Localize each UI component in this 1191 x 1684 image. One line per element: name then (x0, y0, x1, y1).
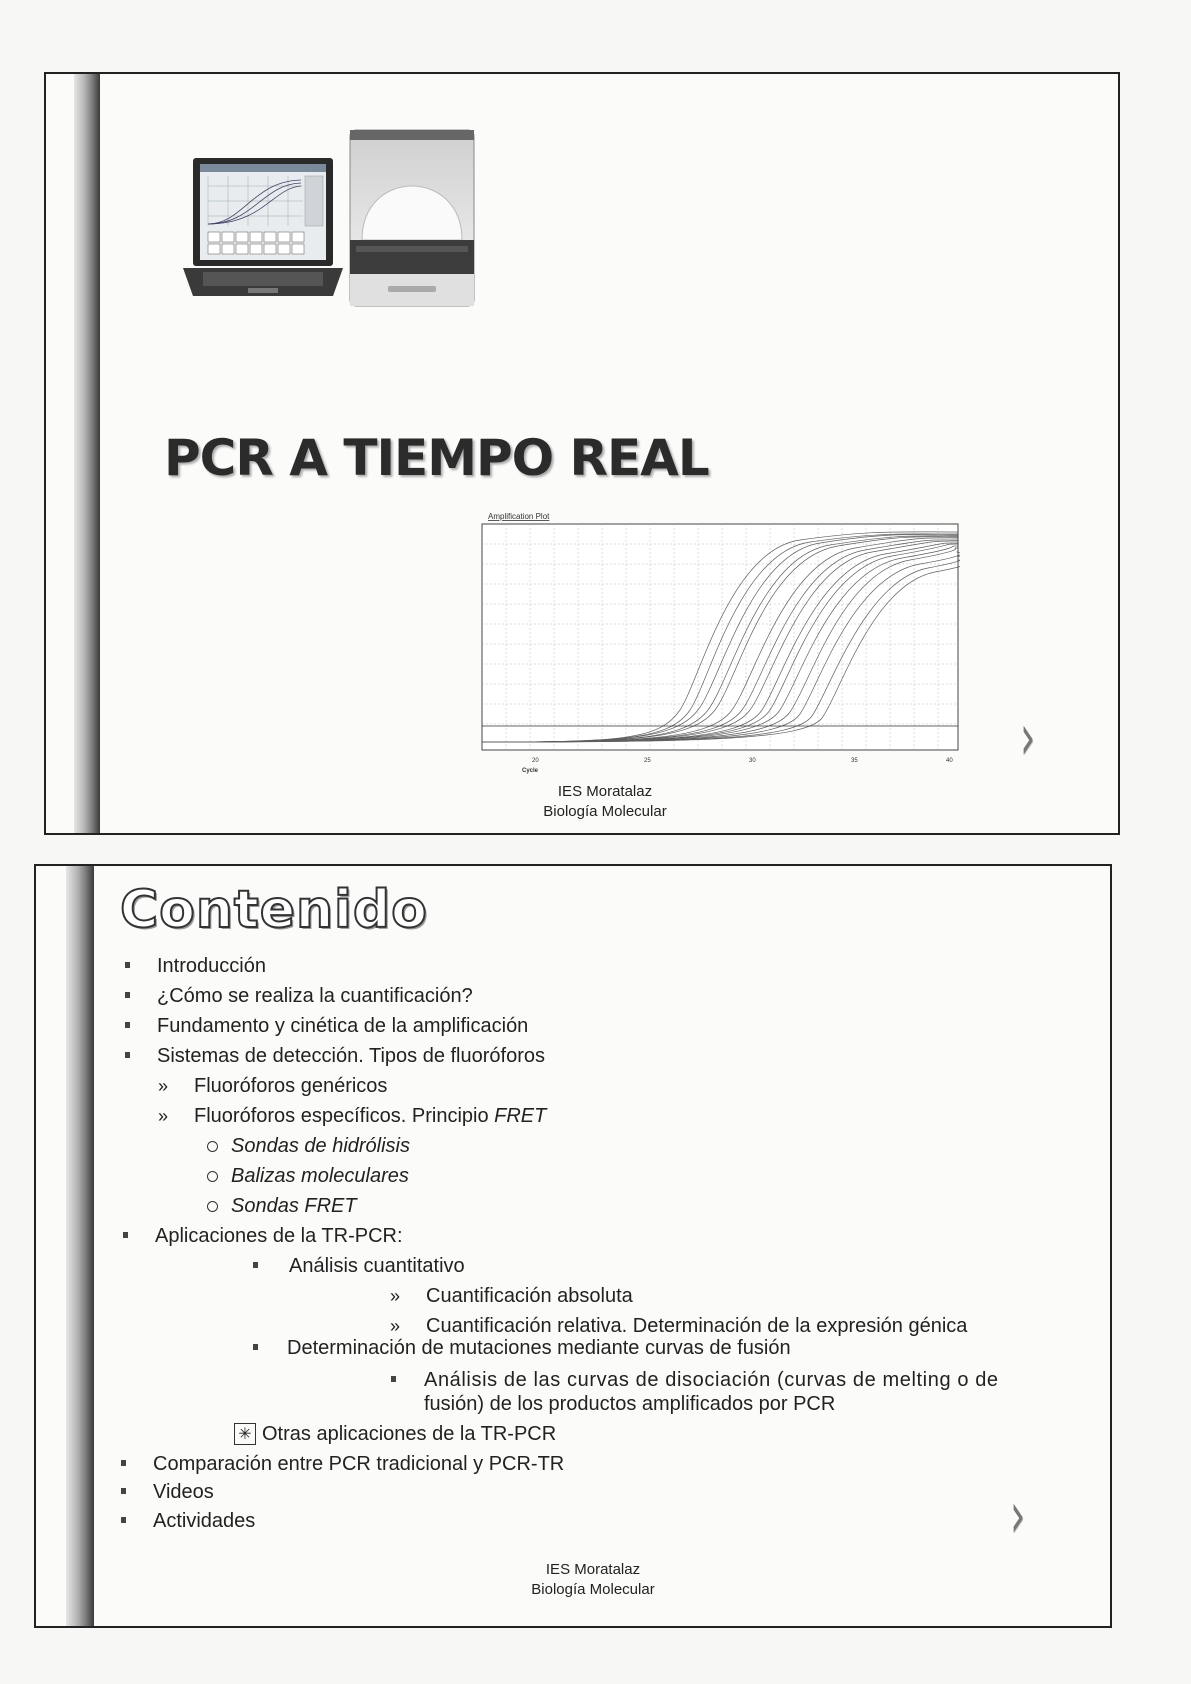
bullet-icon (125, 1052, 130, 1058)
list-item: Sondas FRET (231, 1195, 357, 1217)
list-item: Videos (153, 1481, 214, 1503)
list-item: fusión) de los productos amplificados por PCR (424, 1393, 836, 1415)
list-item: Otras aplicaciones de la TR-PCR (262, 1423, 557, 1445)
laptop-image (183, 156, 343, 306)
bullet-icon (253, 1344, 258, 1350)
star-box-icon: ✳ (234, 1423, 256, 1445)
bullet-icon (125, 992, 130, 998)
list-item: Fluoróforos genéricos (194, 1075, 388, 1097)
amplification-plot (470, 510, 960, 775)
list-item: Balizas moleculares (231, 1165, 409, 1187)
list-item: Introducción (157, 955, 266, 977)
footer-subject: Biología Molecular (543, 803, 667, 820)
bullet-icon (125, 962, 130, 968)
list-item: Análisis de las curvas de disociación (curvas de melting o de (424, 1369, 999, 1391)
plot-xtick: 30 (749, 758, 756, 764)
list-item: Análisis cuantitativo (289, 1255, 465, 1277)
raquo-icon: » (390, 1316, 401, 1336)
list-item: Determinación de mutaciones mediante curvas de fusión (287, 1337, 791, 1359)
list-item: Cuantificación relativa. Determinación de la expresión génica (426, 1315, 968, 1337)
thermocycler-image (348, 128, 476, 308)
plot-xtick: 25 (644, 758, 651, 764)
plot-xtick: 35 (851, 758, 858, 764)
list-item: Actividades (153, 1510, 256, 1532)
list-item: Comparación entre PCR tradicional y PCR-TR (153, 1453, 565, 1475)
contents-list (36, 866, 1110, 1626)
list-item: Fundamento y cinética de la amplificación (157, 1015, 529, 1037)
plot-title: Amplification Plot (488, 512, 550, 521)
circle-bullet-icon (207, 1171, 218, 1182)
list-item-text: Fluoróforos específicos. Principio (194, 1105, 495, 1127)
footer-school: IES Moratalaz (557, 783, 653, 800)
bullet-icon (121, 1460, 126, 1466)
circle-bullet-icon (207, 1201, 218, 1212)
list-item: Sondas de hidrólisis (231, 1135, 410, 1157)
footer-school: IES Moratalaz (545, 1561, 641, 1578)
raquo-icon: » (158, 1076, 169, 1096)
plot-xlabel: Cycle (522, 768, 539, 774)
bullet-icon (123, 1232, 128, 1238)
bullet-icon (121, 1517, 126, 1523)
contents-heading: Contenido (120, 880, 428, 940)
plot-xtick: 40 (946, 758, 953, 764)
list-item-fret: FRET (494, 1105, 547, 1127)
slide-title (44, 72, 1120, 835)
circle-bullet-icon (207, 1141, 218, 1152)
list-item: Sistemas de detección. Tipos de fluoróforos (157, 1045, 545, 1067)
slide-footer (516, 782, 694, 822)
next-slide-arrow-icon[interactable]: › (1010, 1479, 1026, 1553)
list-item: ¿Cómo se realiza la cuantificación? (157, 985, 473, 1007)
slide-title-heading: PCR A TIEMPO REAL (164, 429, 709, 487)
plot-xtick: 20 (532, 758, 539, 764)
list-item: Cuantificación absoluta (426, 1285, 633, 1307)
slide-footer (502, 1560, 684, 1600)
bullet-icon (125, 1022, 130, 1028)
raquo-icon: » (158, 1106, 169, 1126)
bullet-icon (121, 1488, 126, 1494)
slide-left-bar (74, 74, 100, 833)
bullet-icon (253, 1262, 258, 1268)
raquo-icon: » (390, 1286, 401, 1306)
footer-subject: Biología Molecular (531, 1581, 655, 1598)
list-item (194, 1104, 546, 1128)
next-slide-arrow-icon[interactable]: › (1020, 701, 1036, 775)
bullet-icon (391, 1376, 396, 1382)
slide-contents (34, 864, 1112, 1628)
list-item: Aplicaciones de la TR-PCR: (155, 1225, 403, 1247)
